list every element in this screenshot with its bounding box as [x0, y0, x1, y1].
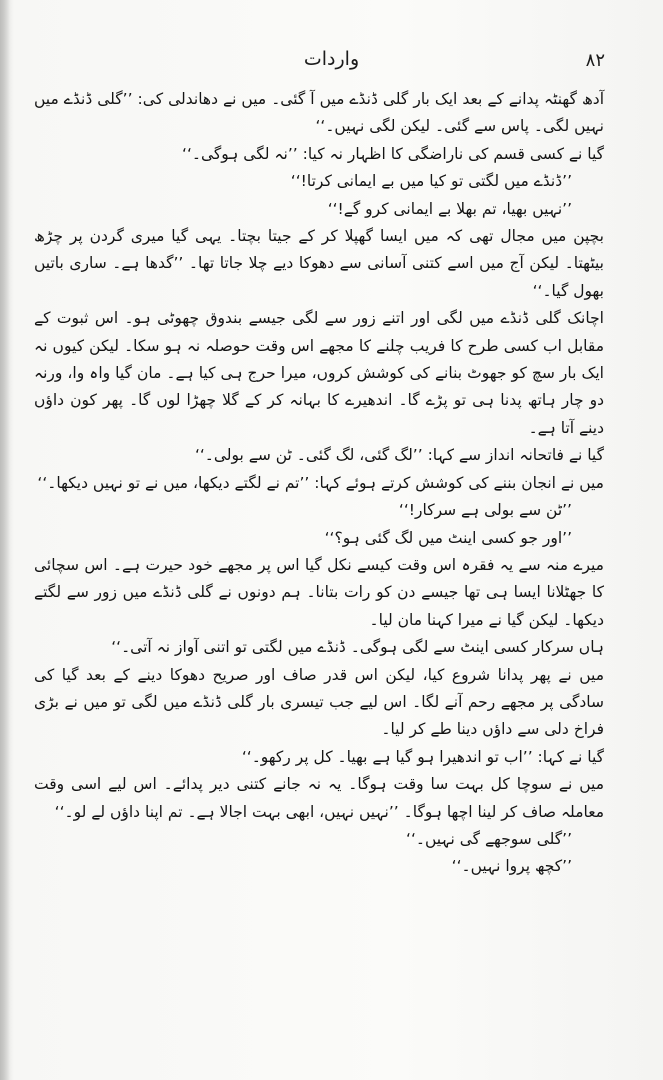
dialogue-line: ’’گلی سوجھے گی نہیں۔‘‘ [406, 829, 572, 848]
dialogue-line: ’’ٹن سے بولی ہے سرکار!‘‘ [398, 501, 572, 520]
page-number: ۸۲ [585, 50, 605, 71]
page-gutter-shadow [0, 0, 10, 1080]
paragraph: میرے منہ سے یہ فقرہ اس وقت کیسے نکل گیا اس پر مجھے خود حیرت ہے۔ اس سچائی کا جھٹلانا ایسا ہی تھا جیسے دن کو رات بتانا۔ ہم دونوں نے گلی ڈنڈے میں زور سے لگتے دیکھا۔ لیکن گیا نے میرا کہنا مان لیا۔ [34, 555, 604, 629]
paragraph: میں نے انجان بننے کی کوشش کرتے ہوئے کہا: ’’تم نے لگتے دیکھا، میں نے تو نہیں دیکھا۔‘‘ [37, 473, 604, 492]
body-text [34, 86, 630, 881]
paragraph: ہاں سرکار کسی اینٹ سے لگی ہوگی۔ ڈنڈے میں لگتی تو اتنی آواز نہ آتی۔‘‘ [111, 638, 604, 657]
paragraph: آدھ گھنٹہ پدانے کے بعد ایک بار گلی ڈنڈے میں آ گئی۔ میں نے دھاندلی کی: ’’گلی ڈنڈے میں نہیں لگی۔ پاس سے گئی۔ لیکن لگی نہیں۔‘‘ [34, 90, 604, 136]
dialogue-line: ’’اور جو کسی اینٹ میں لگ گئی ہو؟‘‘ [324, 528, 572, 547]
paragraph: میں نے سوچا کل بہت سا وقت ہوگا۔ یہ نہ جانے کتنی دیر پدائے۔ اس لیے اسی وقت معاملہ صاف کر لینا اچھا ہوگا۔ ’’نہیں نہیں، ابھی بہت اجالا ہے۔ تم اپنا داؤں لے لو۔‘‘ [34, 775, 604, 821]
dialogue-line: ’’ڈنڈے میں لگتی تو کیا میں بے ایمانی کرتا!‘‘ [290, 172, 572, 191]
paragraph: گیا نے کسی قسم کی ناراضگی کا اظہار نہ کیا: ’’نہ لگی ہوگی۔‘‘ [182, 144, 604, 163]
paragraph: گیا نے کہا: ’’اب تو اندھیرا ہو گیا ہے بھیا۔ کل پر رکھو۔‘‘ [241, 747, 604, 766]
running-head: واردات [303, 48, 360, 70]
paragraph: میں نے پھر پدانا شروع کیا، لیکن اس قدر صاف اور صریح دھوکا دینے کے بعد گیا کی سادگی پر مجھے رحم آنے لگا۔ اس لیے جب تیسری بار گلی ڈنڈے میں لگی تو میں نے بڑی فراخ دلی سے داؤں دینا طے کر لیا۔ [34, 665, 604, 739]
paragraph: بچپن میں مجال تھی کہ میں ایسا گھپلا کر کے جیتا بچتا۔ یہی گیا میری گردن پر چڑھ بیٹھتا۔ لیکن آج میں اسے کتنی آسانی سے دھوکا دیے چلا جاتا تھا۔ ’’گدھا ہے۔ ساری باتیں بھول گیا۔‘‘ [34, 227, 604, 300]
paragraph: اچانک گلی ڈنڈے میں لگی اور اتنے زور سے لگی جیسے بندوق چھوٹی ہو۔ اس ثبوت کے مقابل اب کسی طرح کا فریب چلنے کا مجھے اس وقت حوصلہ نہ ہو سکا۔ لیکن کیوں نہ ایک بار سچ کو جھوٹ بنانے کی کوشش کروں، میرا حرج ہی کیا ہے۔ مان گیا واہ وا، ورنہ دو چار ہاتھ پدنا ہی تو پڑے گا۔ اندھیرے کا بہانہ کر کے گلا چھڑا لوں گا۔ پھر کون داؤں دینے آتا ہے۔ [34, 309, 604, 437]
paragraph: گیا نے فاتحانہ انداز سے کہا: ’’لگ گئی، لگ گئی۔ ٹن سے بولی۔‘‘ [194, 446, 604, 465]
dialogue-line: ’’نہیں بھیا، تم بھلا بے ایمانی کرو گے!‘‘ [327, 199, 572, 218]
dialogue-line: ’’کچھ پروا نہیں۔‘‘ [451, 857, 572, 876]
